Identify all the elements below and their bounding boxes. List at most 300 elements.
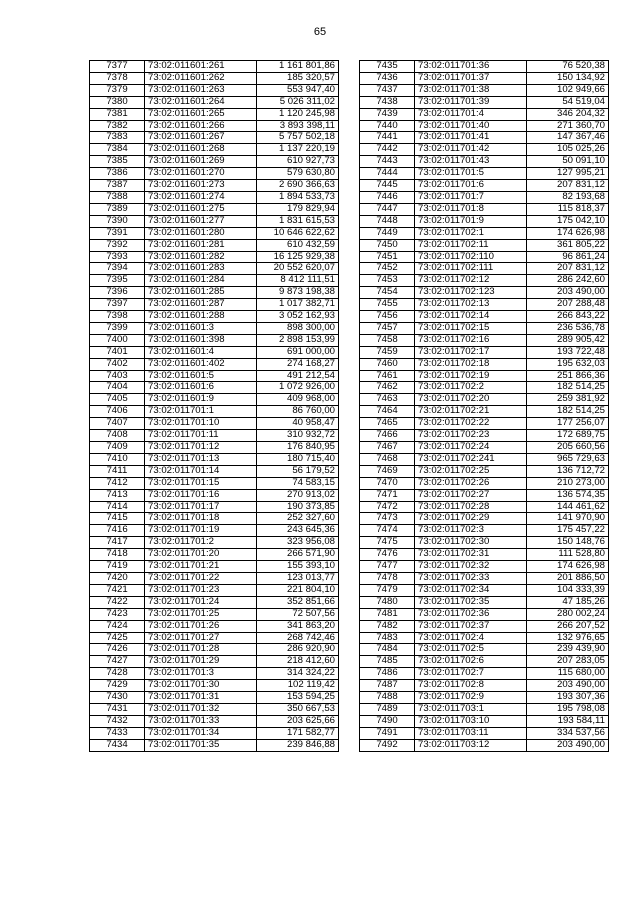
value-cell: 150 134,92 [527,72,609,84]
row-number-cell: 7406 [90,406,145,418]
row-number-cell: 7484 [360,644,415,656]
value-cell: 266 207,52 [527,620,609,632]
value-cell: 289 905,42 [527,334,609,346]
row-number-cell: 7413 [90,489,145,501]
value-cell: 610 927,73 [257,156,339,168]
row-number-cell: 7381 [90,108,145,120]
value-cell: 409 968,00 [257,394,339,406]
value-cell: 10 646 622,62 [257,227,339,239]
row-number-cell: 7390 [90,215,145,227]
table-row [360,703,609,715]
value-cell: 251 866,36 [527,370,609,382]
row-number-cell: 7418 [90,549,145,561]
value-cell: 175 042,10 [527,215,609,227]
cadastral-number-cell: 73:02:011701:11 [145,430,257,442]
table-row [360,144,609,156]
value-cell: 361 805,22 [527,239,609,251]
table-row [360,680,609,692]
value-cell: 155 393,10 [257,561,339,573]
value-cell: 252 327,60 [257,513,339,525]
table-row [360,215,609,227]
row-number-cell: 7443 [360,156,415,168]
table-row [90,632,339,644]
table-row [360,572,609,584]
table-row [360,156,609,168]
table-row [90,692,339,704]
cadastral-number-cell: 73:02:011702:20 [415,394,527,406]
value-cell: 1 017 382,71 [257,299,339,311]
cadastral-number-cell: 73:02:011601:262 [145,72,257,84]
cadastral-number-cell: 73:02:011701:5 [415,168,527,180]
table-row [360,275,609,287]
row-number-cell: 7456 [360,311,415,323]
row-number-cell: 7466 [360,430,415,442]
value-cell: 266 843,22 [527,311,609,323]
table-row [360,251,609,263]
value-cell: 147 367,46 [527,132,609,144]
row-number-cell: 7452 [360,263,415,275]
row-number-cell: 7469 [360,465,415,477]
row-number-cell: 7471 [360,489,415,501]
value-cell: 201 886,50 [527,572,609,584]
cadastral-number-cell: 73:02:011702:18 [415,358,527,370]
value-cell: 82 193,68 [527,191,609,203]
cadastral-number-cell: 73:02:011702:7 [415,668,527,680]
table-row [360,227,609,239]
cadastral-number-cell: 73:02:011601:288 [145,311,257,323]
row-number-cell: 7459 [360,346,415,358]
value-cell: 174 626,98 [527,227,609,239]
cadastral-number-cell: 73:02:011703:11 [415,727,527,739]
value-cell: 221 804,10 [257,584,339,596]
value-cell: 16 125 929,38 [257,251,339,263]
table-row [90,430,339,442]
table-row [360,489,609,501]
table-row [90,442,339,454]
table-row [90,525,339,537]
cadastral-number-cell: 73:02:011701:3 [145,668,257,680]
table-row [90,203,339,215]
row-number-cell: 7407 [90,418,145,430]
value-cell: 203 490,00 [527,287,609,299]
row-number-cell: 7488 [360,692,415,704]
cadastral-number-cell: 73:02:011701:15 [145,477,257,489]
value-cell: 74 583,15 [257,477,339,489]
cadastral-number-cell: 73:02:011601:263 [145,84,257,96]
cadastral-number-cell: 73:02:011601:273 [145,180,257,192]
cadastral-number-cell: 73:02:011701:43 [415,156,527,168]
cadastral-number-cell: 73:02:011701:32 [145,703,257,715]
value-cell: 182 514,25 [527,406,609,418]
row-number-cell: 7451 [360,251,415,263]
row-number-cell: 7387 [90,180,145,192]
value-cell: 243 645,36 [257,525,339,537]
value-cell: 239 846,88 [257,739,339,751]
cadastral-number-cell: 73:02:011601:6 [145,382,257,394]
table-row [90,596,339,608]
cadastral-number-cell: 73:02:011702:33 [415,572,527,584]
table-row [360,96,609,108]
row-number-cell: 7472 [360,501,415,513]
value-cell: 176 840,95 [257,442,339,454]
value-cell: 310 932,72 [257,430,339,442]
page-number: 65 [313,26,327,38]
value-cell: 172 689,75 [527,430,609,442]
row-number-cell: 7417 [90,537,145,549]
cadastral-number-cell: 73:02:011701:18 [145,513,257,525]
table-row [90,72,339,84]
value-cell: 286 242,60 [527,275,609,287]
row-number-cell: 7430 [90,692,145,704]
table-row [90,96,339,108]
table-row [90,287,339,299]
value-cell: 76 520,38 [527,61,609,73]
value-cell: 144 461,62 [527,501,609,513]
cadastral-number-cell: 73:02:011702:241 [415,453,527,465]
cadastral-number-cell: 73:02:011702:4 [415,632,527,644]
value-cell: 207 288,48 [527,299,609,311]
row-number-cell: 7457 [360,322,415,334]
value-cell: 218 412,60 [257,656,339,668]
table-row [360,322,609,334]
row-number-cell: 7421 [90,584,145,596]
cadastral-number-cell: 73:02:011701:25 [145,608,257,620]
cadastral-number-cell: 73:02:011601:268 [145,144,257,156]
row-number-cell: 7403 [90,370,145,382]
cadastral-number-cell: 73:02:011701:24 [145,596,257,608]
table-row [360,430,609,442]
cadastral-number-cell: 73:02:011702:2 [415,382,527,394]
row-number-cell: 7420 [90,572,145,584]
value-cell: 96 861,24 [527,251,609,263]
row-number-cell: 7401 [90,346,145,358]
table-row [360,561,609,573]
row-number-cell: 7492 [360,739,415,751]
row-number-cell: 7460 [360,358,415,370]
value-cell: 177 256,07 [527,418,609,430]
table-row [90,322,339,334]
cadastral-number-cell: 73:02:011702:110 [415,251,527,263]
row-number-cell: 7408 [90,430,145,442]
row-number-cell: 7453 [360,275,415,287]
cadastral-number-cell: 73:02:011601:264 [145,96,257,108]
row-number-cell: 7383 [90,132,145,144]
value-cell: 56 179,52 [257,465,339,477]
row-number-cell: 7435 [360,61,415,73]
value-cell: 352 851,66 [257,596,339,608]
cadastral-number-cell: 73:02:011702:13 [415,299,527,311]
cadastral-number-cell: 73:02:011601:282 [145,251,257,263]
cadastral-number-cell: 73:02:011701:39 [415,96,527,108]
cadastral-number-cell: 73:02:011702:3 [415,525,527,537]
cadastral-number-cell: 73:02:011701:8 [415,203,527,215]
cadastral-number-cell: 73:02:011702:15 [415,322,527,334]
table-row [360,180,609,192]
table-row [360,668,609,680]
row-number-cell: 7445 [360,180,415,192]
row-number-cell: 7437 [360,84,415,96]
table-row [90,120,339,132]
table-row [90,168,339,180]
value-cell: 171 582,77 [257,727,339,739]
value-cell: 47 185,26 [527,596,609,608]
value-cell: 182 514,25 [527,382,609,394]
value-cell: 195 798,08 [527,703,609,715]
cadastral-number-cell: 73:02:011702:31 [415,549,527,561]
table-row [90,620,339,632]
cadastral-number-cell: 73:02:011702:123 [415,287,527,299]
cadastral-number-cell: 73:02:011702:22 [415,418,527,430]
table-row [90,739,339,751]
table-row [360,715,609,727]
table-row [360,263,609,275]
table-row [360,287,609,299]
row-number-cell: 7398 [90,311,145,323]
row-number-cell: 7468 [360,453,415,465]
table-row [90,180,339,192]
value-cell: 174 626,98 [527,561,609,573]
value-cell: 50 091,10 [527,156,609,168]
table-row [90,311,339,323]
value-cell: 9 873 198,38 [257,287,339,299]
row-number-cell: 7480 [360,596,415,608]
table-row [90,644,339,656]
row-number-cell: 7481 [360,608,415,620]
cadastral-number-cell: 73:02:011702:14 [415,311,527,323]
row-number-cell: 7470 [360,477,415,489]
row-number-cell: 7487 [360,680,415,692]
table-row [360,370,609,382]
row-number-cell: 7455 [360,299,415,311]
value-cell: 193 307,36 [527,692,609,704]
value-cell: 104 333,39 [527,584,609,596]
value-cell: 266 571,90 [257,549,339,561]
row-number-cell: 7385 [90,156,145,168]
row-number-cell: 7491 [360,727,415,739]
value-cell: 105 025,26 [527,144,609,156]
table-row [90,489,339,501]
row-number-cell: 7388 [90,191,145,203]
row-number-cell: 7464 [360,406,415,418]
cadastral-number-cell: 73:02:011701:33 [145,715,257,727]
row-number-cell: 7432 [90,715,145,727]
value-cell: 2 898 153,99 [257,334,339,346]
row-number-cell: 7475 [360,537,415,549]
row-number-cell: 7411 [90,465,145,477]
table-row [360,346,609,358]
table-row [90,584,339,596]
value-cell: 175 457,22 [527,525,609,537]
table-row [360,191,609,203]
table-row [360,727,609,739]
value-cell: 341 863,20 [257,620,339,632]
cadastral-number-cell: 73:02:011601:398 [145,334,257,346]
table-row [360,501,609,513]
cadastral-number-cell: 73:02:011701:6 [415,180,527,192]
cadastral-number-cell: 73:02:011701:37 [415,72,527,84]
table-row [360,61,609,73]
cadastral-number-cell: 73:02:011601:261 [145,61,257,73]
cadastral-number-cell: 73:02:011701:26 [145,620,257,632]
row-number-cell: 7396 [90,287,145,299]
table-row [360,120,609,132]
value-cell: 259 381,92 [527,394,609,406]
cadastral-number-cell: 73:02:011701:31 [145,692,257,704]
value-cell: 207 831,12 [527,180,609,192]
cadastral-number-cell: 73:02:011701:36 [415,61,527,73]
row-number-cell: 7462 [360,382,415,394]
value-cell: 195 632,03 [527,358,609,370]
table-row [90,727,339,739]
value-cell: 1 137 220,19 [257,144,339,156]
cadastral-number-cell: 73:02:011702:23 [415,430,527,442]
table-row [90,668,339,680]
value-cell: 190 373,85 [257,501,339,513]
row-number-cell: 7399 [90,322,145,334]
row-number-cell: 7425 [90,632,145,644]
value-cell: 205 660,56 [527,442,609,454]
cadastral-number-cell: 73:02:011601:4 [145,346,257,358]
cadastral-number-cell: 73:02:011702:24 [415,442,527,454]
cadastral-number-cell: 73:02:011701:38 [415,84,527,96]
row-number-cell: 7409 [90,442,145,454]
value-cell: 579 630,80 [257,168,339,180]
row-number-cell: 7395 [90,275,145,287]
row-number-cell: 7463 [360,394,415,406]
value-cell: 334 537,56 [527,727,609,739]
value-cell: 280 002,24 [527,608,609,620]
row-number-cell: 7392 [90,239,145,251]
row-number-cell: 7423 [90,608,145,620]
value-cell: 185 320,57 [257,72,339,84]
row-number-cell: 7415 [90,513,145,525]
row-number-cell: 7416 [90,525,145,537]
cadastral-number-cell: 73:02:011701:19 [145,525,257,537]
table-row [90,501,339,513]
row-number-cell: 7402 [90,358,145,370]
table-row [360,608,609,620]
table-row [360,596,609,608]
cadastral-number-cell: 73:02:011702:16 [415,334,527,346]
value-cell: 141 970,90 [527,513,609,525]
cadastral-number-cell: 73:02:011601:283 [145,263,257,275]
value-cell: 2 690 366,63 [257,180,339,192]
table-row [90,549,339,561]
row-number-cell: 7450 [360,239,415,251]
cadastral-number-cell: 73:02:011702:111 [415,263,527,275]
value-cell: 102 949,66 [527,84,609,96]
row-number-cell: 7419 [90,561,145,573]
row-number-cell: 7454 [360,287,415,299]
value-cell: 207 831,12 [527,263,609,275]
row-number-cell: 7444 [360,168,415,180]
value-cell: 286 920,90 [257,644,339,656]
cadastral-number-cell: 73:02:011703:10 [415,715,527,727]
cadastral-number-cell: 73:02:011702:19 [415,370,527,382]
row-number-cell: 7485 [360,656,415,668]
cadastral-number-cell: 73:02:011702:25 [415,465,527,477]
row-number-cell: 7440 [360,120,415,132]
table-row [360,656,609,668]
cadastral-number-cell: 73:02:011702:5 [415,644,527,656]
value-cell: 274 168,27 [257,358,339,370]
table-row [90,227,339,239]
value-cell: 179 829,94 [257,203,339,215]
value-cell: 210 273,00 [527,477,609,489]
table-row [90,572,339,584]
cadastral-number-cell: 73:02:011701:41 [415,132,527,144]
value-cell: 132 976,65 [527,632,609,644]
table-row [360,203,609,215]
right-cadastral-table [359,60,609,752]
table-row [90,251,339,263]
table-row [90,132,339,144]
cadastral-number-cell: 73:02:011701:4 [415,108,527,120]
table-row [360,739,609,751]
cadastral-number-cell: 73:02:011701:1 [145,406,257,418]
row-number-cell: 7397 [90,299,145,311]
row-number-cell: 7431 [90,703,145,715]
cadastral-number-cell: 73:02:011702:34 [415,584,527,596]
row-number-cell: 7433 [90,727,145,739]
table-row [360,239,609,251]
cadastral-number-cell: 73:02:011701:27 [145,632,257,644]
table-row [90,406,339,418]
cadastral-number-cell: 73:02:011702:28 [415,501,527,513]
value-cell: 111 528,80 [527,549,609,561]
table-row [360,692,609,704]
value-cell: 180 715,40 [257,453,339,465]
row-number-cell: 7427 [90,656,145,668]
value-cell: 1 072 926,00 [257,382,339,394]
cadastral-number-cell: 73:02:011601:287 [145,299,257,311]
table-row [90,108,339,120]
cadastral-number-cell: 73:02:011701:29 [145,656,257,668]
cadastral-number-cell: 73:02:011701:34 [145,727,257,739]
table-row [90,144,339,156]
row-number-cell: 7490 [360,715,415,727]
row-number-cell: 7489 [360,703,415,715]
value-cell: 491 212,54 [257,370,339,382]
row-number-cell: 7478 [360,572,415,584]
table-row [360,168,609,180]
cadastral-number-cell: 73:02:011702:36 [415,608,527,620]
table-row [360,84,609,96]
value-cell: 270 913,02 [257,489,339,501]
row-number-cell: 7393 [90,251,145,263]
table-row [360,132,609,144]
value-cell: 1 120 245,98 [257,108,339,120]
table-row [360,620,609,632]
value-cell: 5 026 311,02 [257,96,339,108]
value-cell: 20 552 620,07 [257,263,339,275]
value-cell: 207 283,05 [527,656,609,668]
row-number-cell: 7446 [360,191,415,203]
cadastral-number-cell: 73:02:011701:16 [145,489,257,501]
cadastral-number-cell: 73:02:011601:267 [145,132,257,144]
cadastral-number-cell: 73:02:011701:7 [415,191,527,203]
value-cell: 136 574,35 [527,489,609,501]
table-row [90,191,339,203]
table-row [360,358,609,370]
value-cell: 86 760,00 [257,406,339,418]
table-row [90,299,339,311]
value-cell: 239 439,90 [527,644,609,656]
cadastral-number-cell: 73:02:011701:35 [145,739,257,751]
table-row [90,453,339,465]
table-row [360,537,609,549]
cadastral-number-cell: 73:02:011601:3 [145,322,257,334]
